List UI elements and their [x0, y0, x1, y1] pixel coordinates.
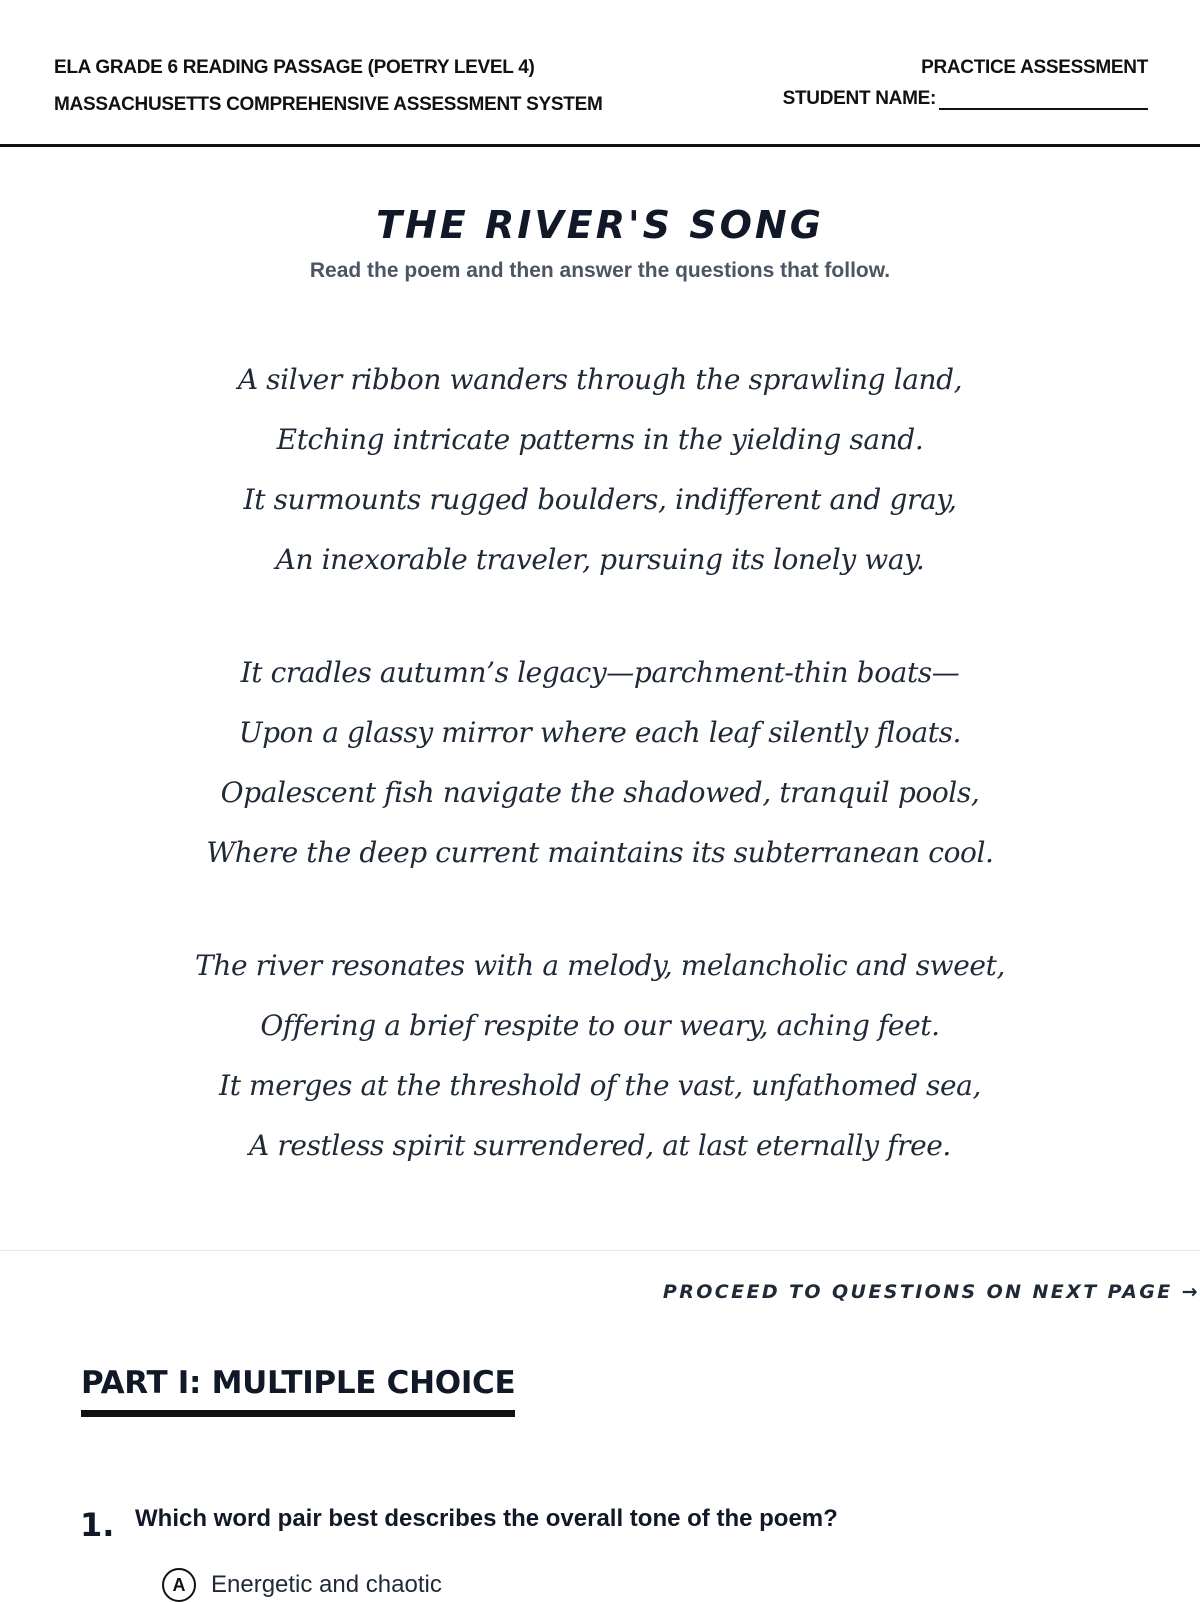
poem-line: Upon a glassy mirror where each leaf silently floats.: [238, 716, 962, 749]
poem-line: An inexorable traveler, pursuing its lonely way.: [275, 543, 925, 576]
poem-line: Where the deep current maintains its subterranean cool.: [206, 836, 994, 869]
stanza: [0, 643, 1200, 883]
poem-line: Offering a brief respite to our weary, aching feet.: [260, 1009, 940, 1042]
poem-line: It surmounts rugged boulders, indifferent and gray,: [243, 483, 957, 516]
practice-assessment-label: PRACTICE ASSESSMENT: [921, 57, 1148, 78]
section-divider: [0, 1250, 1200, 1251]
option-bubble[interactable]: A: [162, 1568, 196, 1602]
question-text: Which word pair best describes the overall tone of the poem?: [135, 1505, 838, 1532]
answer-option-a[interactable]: [162, 1568, 442, 1602]
stanza: [0, 936, 1200, 1176]
poem-line: It cradles autumn’s legacy—parchment-thin boats—: [240, 656, 960, 689]
question-number: 1.: [80, 1506, 115, 1544]
assessment-system-label: MASSACHUSETTS COMPREHENSIVE ASSESSMENT SYSTEM: [54, 94, 603, 115]
page-header: [0, 0, 1200, 147]
proceed-link[interactable]: PROCEED TO QUESTIONS ON NEXT PAGE →: [662, 1281, 1200, 1303]
option-text: Energetic and chaotic: [211, 1571, 442, 1598]
poem-line: The river resonates with a melody, melancholic and sweet,: [195, 949, 1005, 982]
poem-line: A restless spirit surrendered, at last eternally free.: [249, 1129, 951, 1162]
student-name-line[interactable]: [939, 90, 1148, 110]
passage-label: ELA GRADE 6 READING PASSAGE (POETRY LEVEL 4): [54, 57, 535, 78]
poem-line: Opalescent fish navigate the shadowed, tranquil pools,: [220, 776, 980, 809]
poem-instructions: Read the poem and then answer the questions that follow.: [309, 259, 891, 282]
poem-line: It merges at the threshold of the vast, unfathomed sea,: [219, 1069, 981, 1102]
student-name-field[interactable]: [783, 88, 1148, 110]
part-heading: PART I: MULTIPLE CHOICE: [81, 1365, 515, 1417]
poem-body: [0, 350, 1200, 1229]
student-name-label: STUDENT NAME:: [782, 88, 936, 109]
poem-line: A silver ribbon wanders through the sprawling land,: [237, 363, 963, 396]
poem-line: Etching intricate patterns in the yielding sand.: [276, 423, 924, 456]
poem-title: THE RIVER'S SONG: [376, 203, 824, 247]
stanza: [0, 350, 1200, 590]
